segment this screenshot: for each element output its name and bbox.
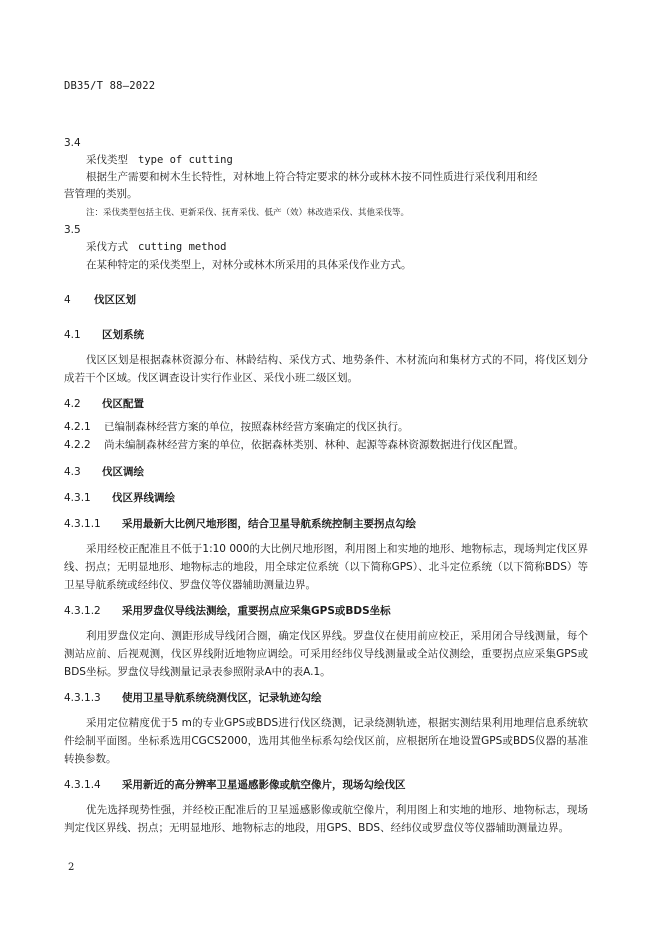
section-heading-4-3: 4.3 伐区调绘 [64,466,144,478]
clause-4-2-1: 4.2.1 已编制森林经营方案的单位，按照森林经营方案确定的伐区执行。 [64,421,409,433]
paragraph-4-3-1-1: 采用经校正配准且不低于1:10 000的大比例尺地形图，利用图上和实地的地形、地物标志，现场判定伐区界线、拐点；无明显地形、地物标志的地段，用全球定位系统（以下简称GPS）、北斗定位系统（以下简称BDS）等卫星导航系统或经纬仪、罗盘仪等仪器辅助测量边界。 [64,543,588,591]
clause-number-3-5: 3.5 [64,224,81,236]
section-heading-4-3-1-3: 4.3.1.3 使用卫星导航系统绕测伐区，记录轨迹勾绘 [64,692,322,704]
doc-code-header: DB35/T 88—2022 [64,80,156,92]
section-heading-4-2: 4.2 伐区配置 [64,398,144,410]
section-heading-4-1: 4.1 区划系统 [64,329,144,341]
paragraph-4-1: 伐区区划是根据森林资源分布、林龄结构、采伐方式、地势条件、木材流向和集材方式的不同，将伐区划分成若干个区域。伐区调查设计实行作业区、采伐小班二级区划。 [64,354,588,384]
section-heading-4-3-1: 4.3.1 伐区界线调绘 [64,492,175,504]
note-3-4: 注：采伐类型包括主伐、更新采伐、抚育采伐、低产（效）林改造采伐、其他采伐等。 [86,208,410,218]
term-cn: 采伐类型 [86,154,128,166]
section-heading-4-3-1-1: 4.3.1.1 采用最新大比例尺地形图，结合卫星导航系统控制主要拐点勾绘 [64,518,416,530]
page-number: 2 [68,862,75,873]
paragraph-4-3-1-3: 采用定位精度优于5 m的专业GPS或BDS进行伐区绕测，记录绕测轨迹，根据实测结果利用地理信息系统软件绘制平面图。坐标系选用CGCS2000，选用其他坐标系勾绘伐区前，应根据所在地设置GPS或BDS仪器的基准转换参数。 [64,717,588,765]
definition-3-4-line2: 营管理的类别。 [64,188,138,200]
term-cn: 采伐方式 [86,241,128,253]
section-heading-4-3-1-2: 4.3.1.2 采用罗盘仪导线法测绘，重要拐点应采集GPS或BDS坐标 [64,605,391,617]
term-3-5 [86,240,227,254]
definition-3-5: 在某种特定的采伐类型上，对林分或林木所采用的具体采伐作业方式。 [86,259,412,271]
term-en: type of cutting [138,154,233,166]
paragraph-4-3-1-4: 优先选择现势性强，并经校正配准后的卫星遥感影像或航空像片，利用图上和实地的地形、地物标志，现场判定伐区界线、拐点；无明显地形、地物标志的地段，用GPS、BDS、经纬仪或罗盘仪等仪器辅助测量边界。 [64,804,588,834]
section-heading-4: 4 伐区区划 [64,294,136,306]
paragraph-4-3-1-2: 利用罗盘仪定向、测距形成导线闭合圈，确定伐区界线。罗盘仪在使用前应校正，采用闭合导线测量，每个测站应前、后视观测，伐区界线附近地物应调绘。可采用经纬仪导线测量或全站仪测绘，重要拐点应采集GPS或BDS坐标。罗盘仪导线测量记录表参照附录A中的表A.1。 [64,630,588,678]
section-heading-4-3-1-4: 4.3.1.4 采用新近的高分辨率卫星遥感影像或航空像片，现场勾绘伐区 [64,779,406,791]
term-3-4 [86,153,233,167]
definition-3-4-line1: 根据生产需要和树木生长特性，对林地上符合特定要求的林分或林木按不同性质进行采伐利用和经 [86,171,538,183]
term-en: cutting method [138,241,227,253]
clause-number-3-4: 3.4 [64,137,81,149]
clause-4-2-2: 4.2.2 尚未编制森林经营方案的单位，依据森林类别、林种、起源等森林资源数据进行伐区配置。 [64,439,524,451]
